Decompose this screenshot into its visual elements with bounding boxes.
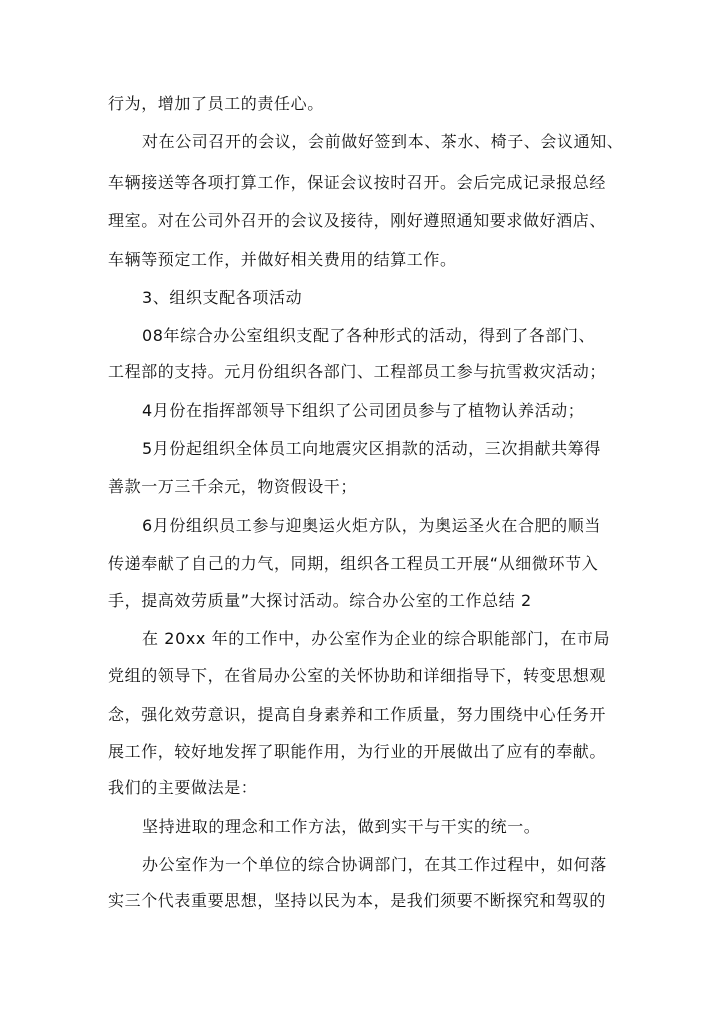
text-line: 理室。对在公司外召开的会议及接待，刚好遵照通知要求做好酒店、 [108,211,607,230]
text-line: 车辆等预定工作，并做好相关费用的结算工作。 [108,250,457,269]
text-line: 行为，增加了员工的责任心。 [108,94,324,113]
text-line: 4月份在指挥部领导下组织了公司团员参与了植物认养活动； [142,401,585,420]
text-line: 念，强化效劳意识，提高自身素养和工作质量，努力围绕中心任务开 [108,705,607,724]
text-line: 办公室作为一个单位的综合协调部门，在其工作过程中，如何落 [142,855,607,874]
text-line: 08年综合办公室组织支配了各种形式的活动，得到了各部门、 [142,326,596,345]
text-line: 坚持进取的理念和工作方法，做到实干与干实的统一。 [142,817,541,836]
text-line: 5月份起组织全体员工向地震灾区捐款的活动，三次捐献共筹得 [142,439,601,458]
text-line: 工程部的支持。元月份组织各部门、工程部员工参与抗雪救灾活动； [108,362,607,381]
text-line: 党组的领导下，在省局办公室的关怀协助和详细指导下，转变思想观 [108,666,607,685]
text-line: 6月份组织员工参与迎奥运火炬方队，为奥运圣火在合肥的顺当 [142,516,601,535]
section-heading: 3、组织支配各项活动 [142,288,303,307]
text-line: 实三个代表重要思想，坚持以民为本，是我们须要不断探究和驾驭的 [108,891,607,910]
text-line: 传递奉献了自己的力气，同期，组织各工程员工开展“从细微环节入 [108,554,599,573]
text-line: 善款一万三千余元，物资假设干； [108,477,358,496]
text-line: 车辆接送等各项打算工作，保证会议按时召开。会后完成记录报总经 [108,173,607,192]
text-line: 对在公司召开的会议，会前做好签到本、茶水、椅子、会议通知、 [142,132,624,151]
text-line: 在 20xx 年的工作中，办公室作为企业的综合职能部门，在市局 [142,629,611,648]
text-line: 手，提高效劳质量”大探讨活动。综合办公室的工作总结 2 [108,591,532,610]
text-line: 我们的主要做法是： [108,778,258,797]
text-line: 展工作，较好地发挥了职能作用，为行业的开展做出了应有的奉献。 [108,742,607,761]
